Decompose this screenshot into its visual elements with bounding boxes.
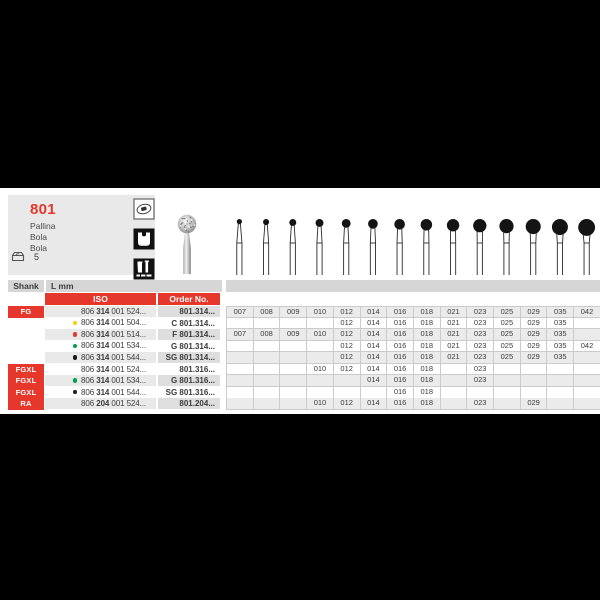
bur-illustration <box>578 219 595 275</box>
grit-dot-icon <box>73 332 78 337</box>
size-cell <box>307 318 334 330</box>
bur-size-illustrations <box>226 190 600 278</box>
size-cell: 012 <box>334 364 361 376</box>
product-number: 801 <box>30 201 56 218</box>
order-number-cell: F 801.314... <box>158 329 220 341</box>
size-cell <box>334 387 361 399</box>
size-cell: 023 <box>467 318 494 330</box>
size-cell <box>494 364 521 376</box>
size-cells <box>226 387 600 399</box>
table-row <box>0 352 600 364</box>
size-cell: 014 <box>361 375 388 387</box>
bur-illustration <box>289 219 296 275</box>
size-cells <box>226 306 600 318</box>
size-cell: 035 <box>547 341 574 353</box>
size-cell <box>521 387 548 399</box>
size-cell <box>307 375 334 387</box>
size-cell <box>227 318 254 330</box>
top-black-bar <box>0 0 600 188</box>
size-cell: 016 <box>387 387 414 399</box>
grit-dot-icon <box>73 344 78 349</box>
size-cell: 012 <box>334 341 361 353</box>
size-cell: 016 <box>387 341 414 353</box>
size-cell: 007 <box>227 306 254 318</box>
handpiece-speed-icon <box>133 198 155 220</box>
pack-quantity: 5 <box>34 251 40 262</box>
size-cell: 035 <box>547 306 574 318</box>
table-row <box>0 364 600 376</box>
size-cell: 010 <box>307 306 334 318</box>
grit-dot-icon <box>73 321 78 326</box>
size-cell: 009 <box>280 306 307 318</box>
size-cell <box>441 387 468 399</box>
size-cell <box>494 387 521 399</box>
size-cell: 014 <box>361 398 388 410</box>
size-cell <box>280 352 307 364</box>
size-cells <box>226 318 600 330</box>
size-cell <box>494 375 521 387</box>
size-cell: 035 <box>547 318 574 330</box>
size-cell <box>254 398 281 410</box>
size-cell: 023 <box>467 364 494 376</box>
grit-dot-icon <box>73 355 78 360</box>
size-cell <box>227 387 254 399</box>
bur-illustration <box>368 219 378 275</box>
bur-illustration <box>526 219 541 275</box>
size-cell: 029 <box>521 306 548 318</box>
size-cell <box>227 364 254 376</box>
size-cell: 023 <box>467 306 494 318</box>
order-number-cell: 801.314... <box>158 306 220 318</box>
size-cell: 008 <box>254 329 281 341</box>
size-cell <box>574 329 600 341</box>
shank-cell <box>8 341 44 353</box>
size-cell: 014 <box>361 341 388 353</box>
shank-cell: FGXL <box>8 364 44 376</box>
size-cell: 021 <box>441 318 468 330</box>
bur-illustration <box>263 219 269 275</box>
size-cell: 023 <box>467 341 494 353</box>
size-cell: 016 <box>387 306 414 318</box>
size-cell: 029 <box>521 341 548 353</box>
size-cells <box>226 375 600 387</box>
size-cell: 012 <box>334 352 361 364</box>
product-names <box>30 221 56 254</box>
size-cell: 012 <box>334 329 361 341</box>
size-cells <box>226 352 600 364</box>
size-cell: 025 <box>494 341 521 353</box>
size-cell <box>254 375 281 387</box>
order-number-cell: SG 801.314... <box>158 352 220 364</box>
size-cell: 018 <box>414 364 441 376</box>
size-cell <box>254 364 281 376</box>
size-cell <box>441 375 468 387</box>
size-cell: 042 <box>574 341 600 353</box>
table-row <box>0 329 600 341</box>
table-row <box>0 341 600 353</box>
size-cell <box>254 341 281 353</box>
size-cell <box>547 387 574 399</box>
size-cell <box>280 375 307 387</box>
size-cell <box>574 352 600 364</box>
bur-illustration <box>394 219 405 275</box>
order-column-header: Order No. <box>158 293 220 305</box>
size-cell <box>547 375 574 387</box>
size-cell: 016 <box>387 364 414 376</box>
size-cell <box>280 398 307 410</box>
size-cell: 023 <box>467 329 494 341</box>
size-cell <box>574 318 600 330</box>
iso-cell: 806 204 001 524... <box>45 398 156 410</box>
size-cell <box>467 387 494 399</box>
size-cell: 016 <box>387 318 414 330</box>
size-cell: 021 <box>441 341 468 353</box>
size-cell: 018 <box>414 352 441 364</box>
size-cell <box>574 398 600 410</box>
size-cell <box>521 375 548 387</box>
size-cell <box>494 398 521 410</box>
size-cell <box>334 375 361 387</box>
size-cell <box>521 364 548 376</box>
iso-cell: 806 314 001 514... <box>45 329 156 341</box>
order-number-cell: C 801.314... <box>158 318 220 330</box>
order-number-cell: SG 801.316... <box>158 387 220 399</box>
size-cells <box>226 341 600 353</box>
size-cell <box>254 352 281 364</box>
shank-cell <box>8 352 44 364</box>
size-cell: 021 <box>441 329 468 341</box>
size-cell: 025 <box>494 306 521 318</box>
size-cell: 018 <box>414 398 441 410</box>
size-cell: 014 <box>361 318 388 330</box>
size-cell <box>254 387 281 399</box>
size-cell: 035 <box>547 352 574 364</box>
catalog-strip <box>0 188 600 414</box>
shank-column-header: Shank <box>8 280 44 292</box>
size-cells <box>226 398 600 410</box>
size-cell: 025 <box>494 329 521 341</box>
size-cell: 016 <box>387 375 414 387</box>
iso-cell: 806 314 001 534... <box>45 375 156 387</box>
bur-photo <box>168 196 206 276</box>
size-cell: 012 <box>334 398 361 410</box>
bur-illustration <box>316 219 324 275</box>
bur-illustration <box>552 219 568 275</box>
bur-illustration <box>342 219 351 275</box>
order-number-cell: G 801.314... <box>158 341 220 353</box>
size-cell: 014 <box>361 352 388 364</box>
length-column-header: L mm <box>46 280 222 292</box>
size-cell: 018 <box>414 387 441 399</box>
size-cell: 010 <box>307 398 334 410</box>
size-cell: 007 <box>227 329 254 341</box>
order-number-cell: 801.204... <box>158 398 220 410</box>
crown-tooth-icon <box>133 258 155 280</box>
size-cell: 008 <box>254 306 281 318</box>
product-name-es: Bola <box>30 232 48 242</box>
order-number-cell: 801.316... <box>158 364 220 376</box>
size-cell <box>280 318 307 330</box>
size-cell <box>547 364 574 376</box>
package-icon <box>11 251 25 262</box>
size-cell: 018 <box>414 306 441 318</box>
product-name-pt: Bola <box>30 243 48 253</box>
size-cell: 016 <box>387 352 414 364</box>
shank-cell <box>8 318 44 330</box>
size-cell: 021 <box>441 306 468 318</box>
size-cell: 012 <box>334 306 361 318</box>
size-cell <box>574 387 600 399</box>
product-name-it: Pallina <box>30 221 56 231</box>
size-cell <box>227 375 254 387</box>
table-row <box>0 306 600 318</box>
size-cell: 023 <box>467 352 494 364</box>
size-cell: 025 <box>494 352 521 364</box>
size-cell: 018 <box>414 318 441 330</box>
application-icons <box>133 198 155 288</box>
shank-cell <box>8 329 44 341</box>
product-header-box <box>8 195 155 275</box>
bur-illustration <box>473 219 486 275</box>
shank-cell: FG <box>8 306 44 318</box>
size-cell: 042 <box>574 306 600 318</box>
size-cell: 014 <box>361 306 388 318</box>
size-cell: 016 <box>387 329 414 341</box>
shank-cell: FGXL <box>8 387 44 399</box>
size-cell <box>227 398 254 410</box>
shank-cell: FGXL <box>8 375 44 387</box>
iso-cell: 806 314 001 524... <box>45 364 156 376</box>
size-cell: 025 <box>494 318 521 330</box>
size-cell: 010 <box>307 364 334 376</box>
size-cell <box>307 352 334 364</box>
iso-cell: 806 314 001 504... <box>45 318 156 330</box>
order-number-cell: G 801.316... <box>158 375 220 387</box>
size-cell: 018 <box>414 375 441 387</box>
iso-cell: 806 314 001 524... <box>45 306 156 318</box>
size-cell <box>574 364 600 376</box>
size-cells <box>226 364 600 376</box>
table-row <box>0 318 600 330</box>
size-columns-header-strip <box>226 280 600 292</box>
grit-dot-icon <box>73 378 78 383</box>
size-cell: 029 <box>521 329 548 341</box>
iso-cell: 806 314 001 544... <box>45 352 156 364</box>
size-cell: 035 <box>547 329 574 341</box>
size-cell <box>441 398 468 410</box>
size-cell <box>280 341 307 353</box>
size-cell: 014 <box>361 329 388 341</box>
size-cell: 021 <box>441 352 468 364</box>
size-cell: 012 <box>334 318 361 330</box>
size-cell: 023 <box>467 375 494 387</box>
size-cells <box>226 329 600 341</box>
bur-illustration <box>237 219 242 275</box>
iso-cell: 806 314 001 544... <box>45 387 156 399</box>
bottom-black-bar <box>0 414 600 600</box>
size-cell: 018 <box>414 329 441 341</box>
bur-illustration <box>499 219 513 275</box>
size-cell: 014 <box>361 364 388 376</box>
size-cell <box>227 341 254 353</box>
size-cell <box>441 364 468 376</box>
grit-dot-icon <box>73 390 78 395</box>
cavity-preparation-icon <box>133 228 155 250</box>
bur-illustration <box>421 219 433 275</box>
size-cell: 029 <box>521 398 548 410</box>
table-row <box>0 398 600 410</box>
shank-cell: RA <box>8 398 44 410</box>
table-row <box>0 375 600 387</box>
size-cell: 009 <box>280 329 307 341</box>
size-cell <box>307 387 334 399</box>
size-cell: 029 <box>521 352 548 364</box>
size-cell <box>574 375 600 387</box>
size-cell: 010 <box>307 329 334 341</box>
size-cell <box>547 398 574 410</box>
pack-quantity-row <box>11 251 39 262</box>
iso-cell: 806 314 001 534... <box>45 341 156 353</box>
size-cell: 016 <box>387 398 414 410</box>
size-cell <box>227 352 254 364</box>
size-cell: 023 <box>467 398 494 410</box>
size-cell <box>361 387 388 399</box>
size-cell <box>254 318 281 330</box>
size-cell: 018 <box>414 341 441 353</box>
iso-column-header: ISO <box>45 293 156 305</box>
size-cell <box>307 341 334 353</box>
table-row <box>0 387 600 399</box>
size-cell <box>280 364 307 376</box>
size-cell <box>280 387 307 399</box>
size-cell: 029 <box>521 318 548 330</box>
bur-illustration <box>447 219 459 275</box>
